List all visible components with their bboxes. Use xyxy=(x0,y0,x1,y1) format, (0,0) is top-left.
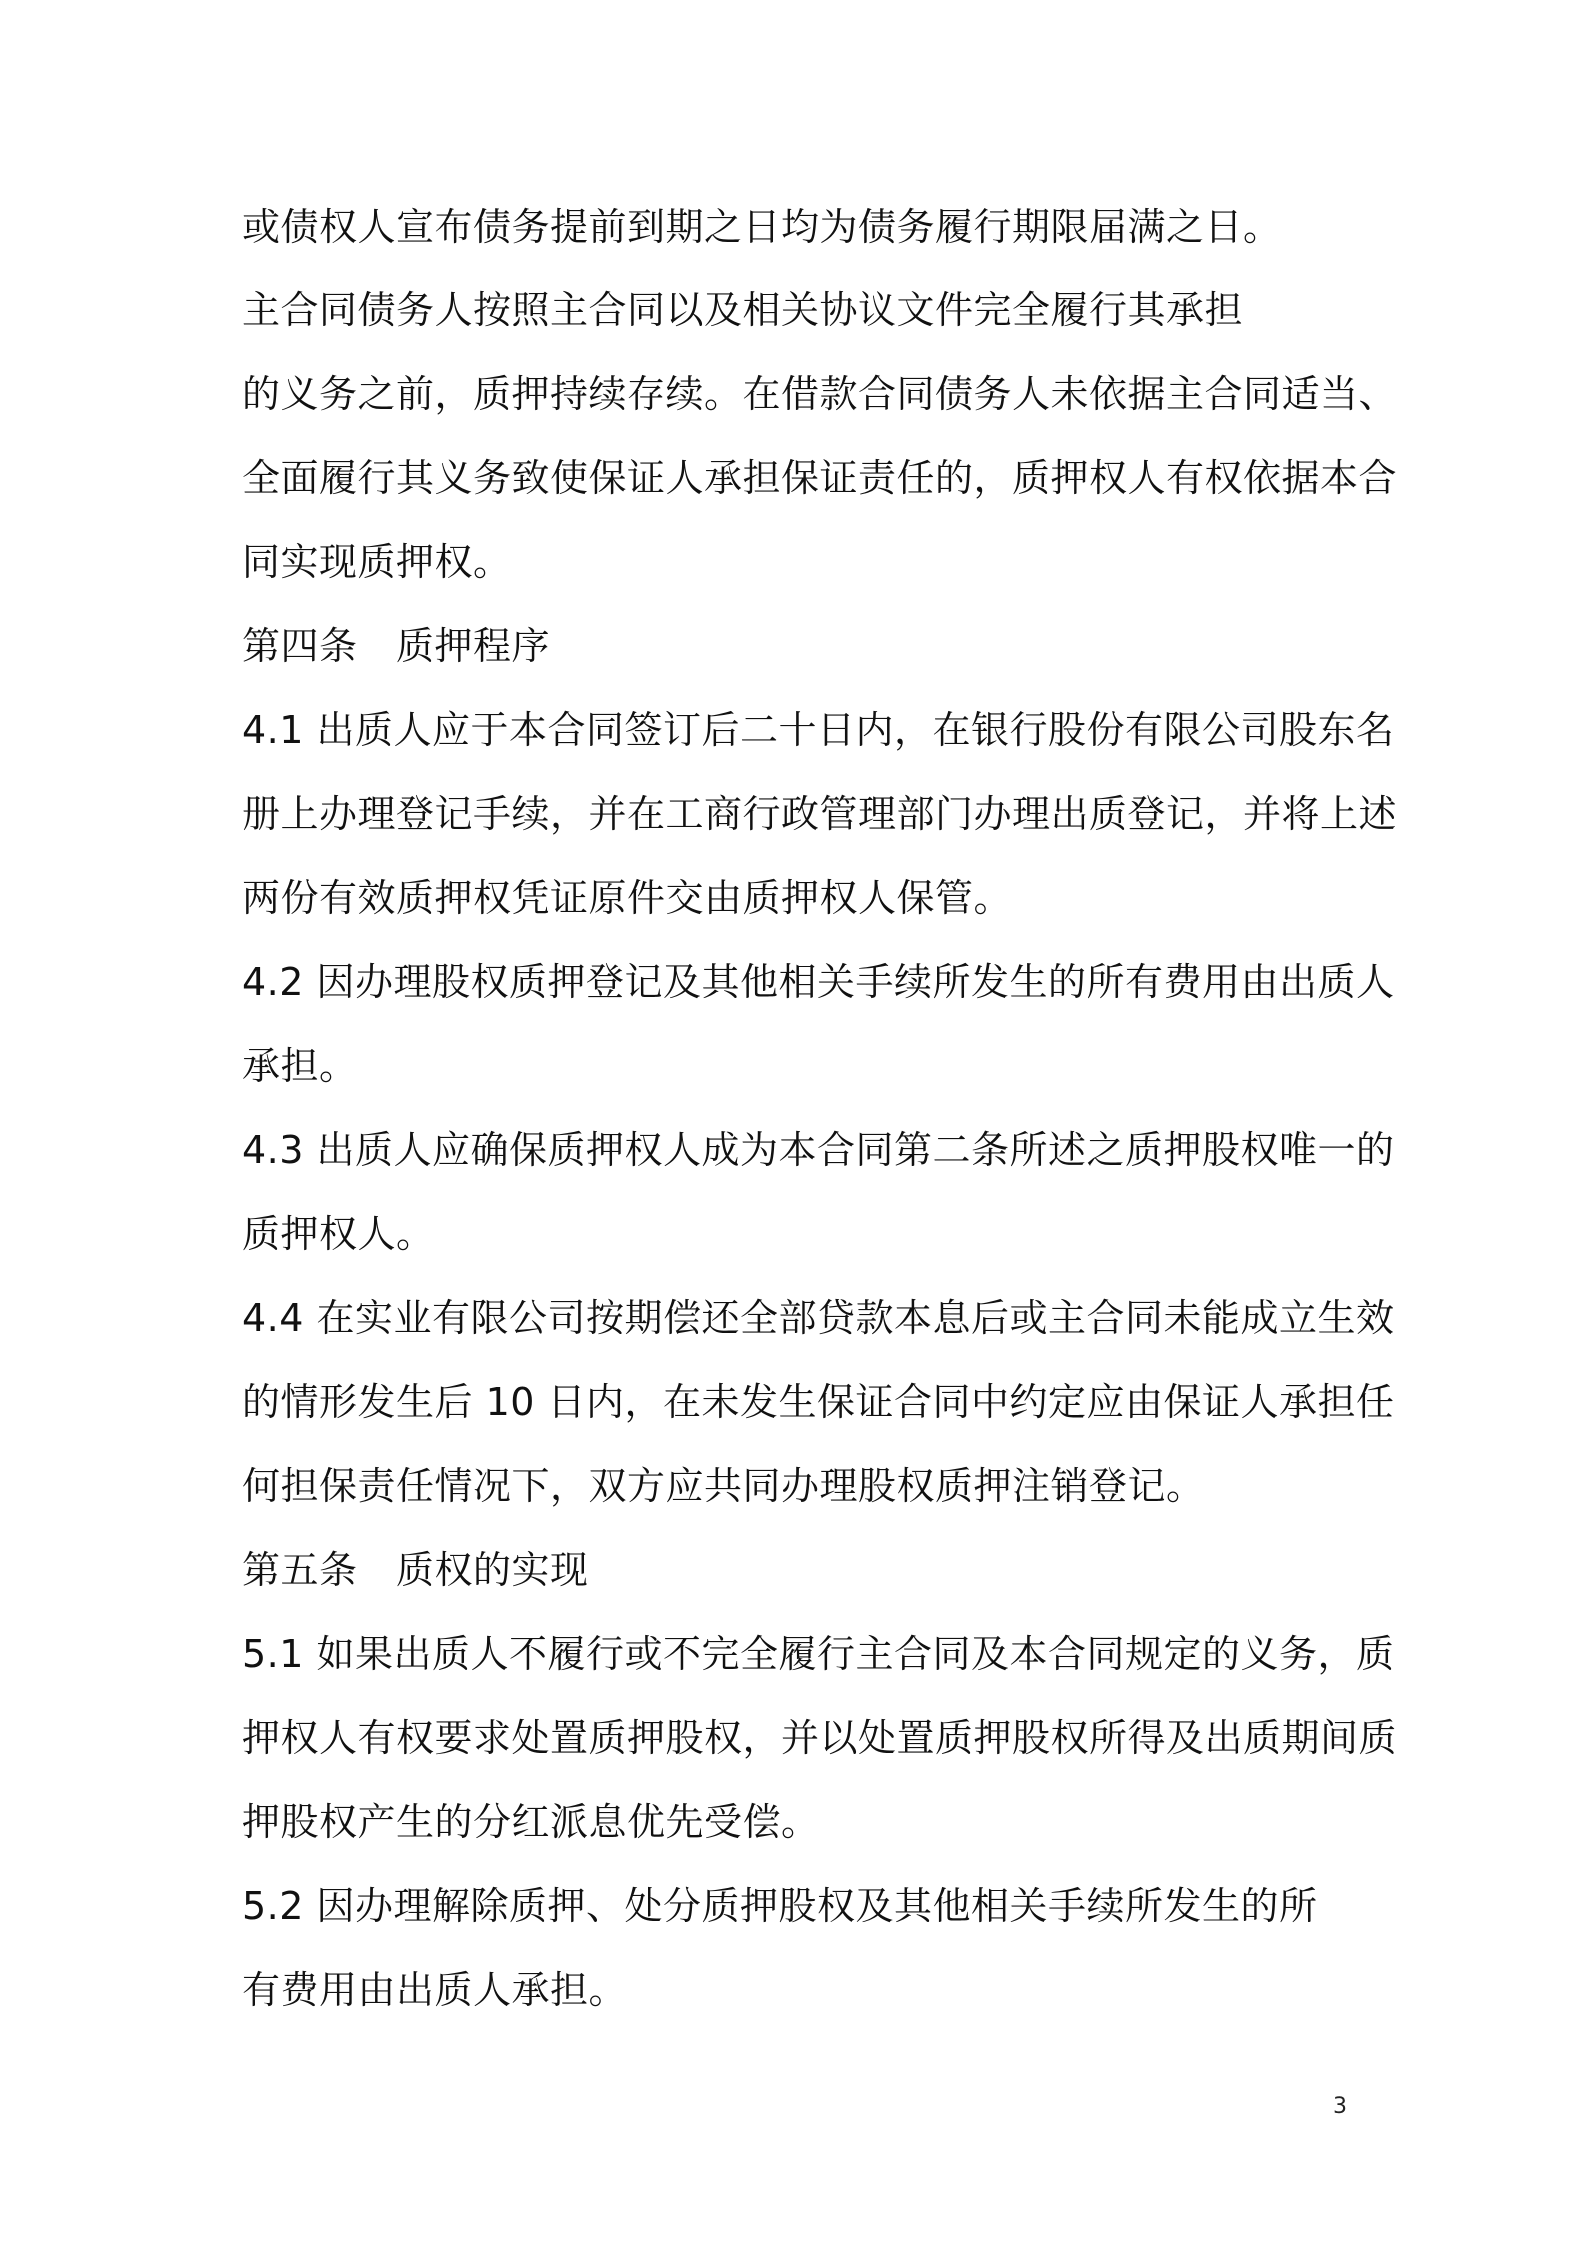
section-heading: 第五条 质权的实现 xyxy=(242,1548,589,1592)
page-number: 3 xyxy=(1333,2094,1347,2119)
text-line: 4.2 因办理股权质押登记及其他相关手续所发生的所有费用由出质人 xyxy=(242,960,1395,1004)
text-line: 4.1 出质人应于本合同签订后二十日内，在银行股份有限公司股东名 xyxy=(242,708,1395,752)
text-line: 主合同债务人按照主合同以及相关协议文件完全履行其承担 xyxy=(242,288,1244,332)
text-line: 的义务之前，质押持续存续。在借款合同债务人未依据主合同适当、 xyxy=(242,372,1398,416)
text-line: 册上办理登记手续，并在工商行政管理部门办理出质登记，并将上述 xyxy=(242,792,1398,836)
text-line: 质押权人。 xyxy=(242,1212,435,1256)
text-line: 或债权人宣布债务提前到期之日均为债务履行期限届满之日。 xyxy=(242,205,1282,249)
text-line: 4.4 在实业有限公司按期偿还全部贷款本息后或主合同未能成立生效 xyxy=(242,1296,1395,1340)
text-line: 5.2 因办理解除质押、处分质押股权及其他相关手续所发生的所 xyxy=(242,1884,1318,1928)
text-line: 何担保责任情况下，双方应共同办理股权质押注销登记。 xyxy=(242,1464,1205,1508)
section-heading: 第四条 质押程序 xyxy=(242,624,551,668)
text-line: 押股权产生的分红派息优先受偿。 xyxy=(242,1800,820,1844)
text-line: 承担。 xyxy=(242,1044,358,1088)
text-line: 押权人有权要求处置质押股权，并以处置质押股权所得及出质期间质 xyxy=(242,1716,1398,1760)
text-line: 全面履行其义务致使保证人承担保证责任的，质押权人有权依据本合 xyxy=(242,456,1398,500)
text-line: 两份有效质押权凭证原件交由质押权人保管。 xyxy=(242,876,1013,920)
text-line: 5.1 如果出质人不履行或不完全履行主合同及本合同规定的义务，质 xyxy=(242,1632,1395,1676)
text-line: 有费用由出质人承担。 xyxy=(242,1968,628,2012)
text-line: 4.3 出质人应确保质押权人成为本合同第二条所述之质押股权唯一的 xyxy=(242,1128,1395,1172)
text-line: 同实现质押权。 xyxy=(242,540,512,584)
text-line: 的情形发生后 10 日内，在未发生保证合同中约定应由保证人承担任 xyxy=(242,1380,1395,1424)
